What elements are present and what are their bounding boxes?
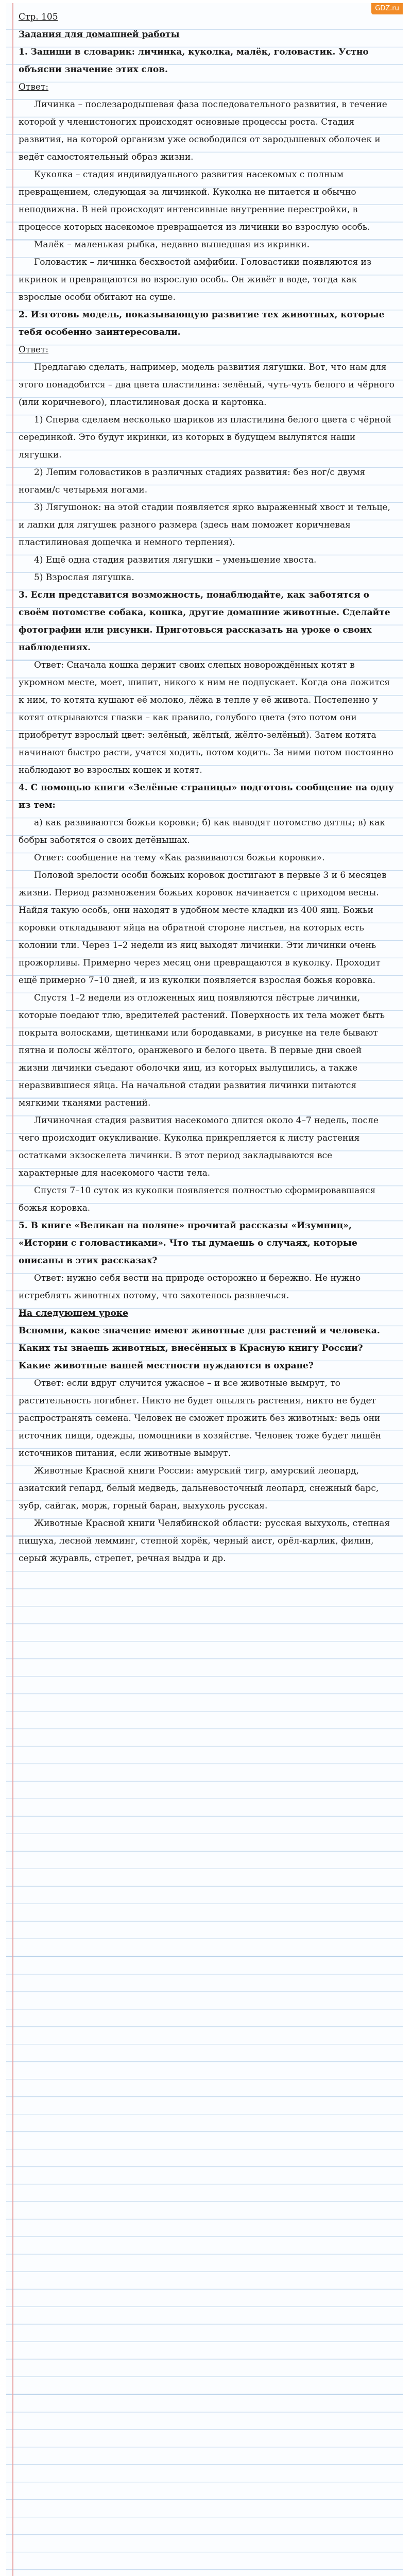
answer-paragraph: Предлагаю сделать, например, модель развития лягушки. Вот, что нам для этого понадобится – два цвета пластилина: зелёный, чуть-чуть белого и чёрного (или коричневого), пластилиновая доска и картонка. <box>19 362 398 408</box>
answer-paragraph: Животные Красной книги Челябинской области: русская выхухоль, степная пищуха, лесной лемминг, степной хорёк, черный аист, орёл-карлик, филин, серый журавль, стрепет, речная выдра и др. <box>19 1518 393 1564</box>
task-heading: 5. В книге «Великан на поляне» прочитай рассказы «Изумниц», «Истории с головастиками». Что ты думаешь о случаях, которые описаны в этих рассказах? <box>19 1221 360 1266</box>
notebook-page <box>6 3 403 2576</box>
answer-paragraph: Куколка – стадия индивидуального развития насекомых с полным превращением, следующая за личинкой. Куколка не питается и обычно неподвижна. В ней происходят интенсивные внутренние перестройки, в процессе которых насекомое превращается из личинки во взрослую особь. <box>19 170 370 232</box>
answer-paragraph: Малёк – маленькая рыбка, недавно вышедшая из икринки. <box>34 240 310 250</box>
task-heading: 4. С помощью книги «Зелёные страницы» подготовь сообщение на одну из тем: <box>19 783 397 810</box>
answer-paragraph: 5) Взрослая лягушка. <box>34 572 134 583</box>
answer-paragraph: Ответ: если вдруг случится ужасное – и все животные вымрут, то растительность погибнет. Никто не будет опылять растения, никто не будет распространять семена. Человек не сможет прожить без животных: ведь они источник пищи, одежды, помощники в хозяйстве. Человек тоже будет лишён источников питания, если животные вымрут. <box>19 1378 384 1459</box>
answer-paragraph: 4) Ещё одна стадия развития лягушки – уменьшение хвоста. <box>34 555 317 565</box>
task-heading: Задания для домашней работы <box>19 29 180 40</box>
answer-paragraph: Головастик – личинка бесхвостой амфибии. Головастики появляются из икринок и превращаются во взрослую особь. Он живёт в воде, тогда как взрослые особи обитают на суше. <box>19 257 374 302</box>
answer-paragraph: Ответ: <box>19 345 49 355</box>
answer-paragraph: Животные Красной книги России: амурский тигр, амурский леопард, азиатский гепард, белый медведь, дальневосточный леопард, снежный барс, зубр, сайгак, морж, горный баран, выхухоль русская. <box>19 1466 382 1511</box>
task-heading: На следующем уроке <box>19 1308 128 1318</box>
answer-paragraph: Спустя 1–2 недели из отложенных яиц появляются пёстрые личинки, которые поедают тлю, вредителей растений. Поверхность их тела может быть покрыта волосками, щетинками или бородавками, в рисунке на теле бывают пятна и полосы жёлтого, оранжевого и белого цвета. В первые дни своей жизни личинки съедают оболочки яиц, из которых вылупились, а также неразвившиеся яйца. На начальной стадии развития личинки питаются мягкими тканями растений. <box>19 993 388 1108</box>
answer-paragraph: 2) Лепим головастиков в различных стадиях развития: без ног/с двумя ногами/с четырьмя ногами. <box>19 467 368 495</box>
task-heading: Вспомни, какое значение имеют животные для растений и человека. Каких ты знаешь животных, внесённых в Красную книгу России? Какие животные вашей местности нуждаются в охране? <box>19 1326 383 1371</box>
answer-paragraph: Личинка – послезародышевая фаза последовательного развития, в течение которой у членистоногих происходят основные процессы роста. Стадия развития, на которой организм уже освободился от зародышевых оболочек и ведёт самостоятельный образ жизни. <box>19 99 390 162</box>
task-heading: 3. Если представится возможность, понаблюдайте, как заботятся о своём потомстве собака, кошка, другие домашние животные. Сделайте фотографии или рисунки. Приготовься рассказать на уроке о своих наблюдениях. <box>19 590 393 653</box>
answer-paragraph: Ответ: нужно себя вести на природе осторожно и бережно. Не нужно истреблять животных потому, что захотелось развлечься. <box>19 1273 364 1301</box>
answer-paragraph: Половой зрелости особи божьих коровок достигают в первые 3 и 6 месяцев жизни. Период размножения божьих коровок начинается с приходом весны. Найдя такую особь, они находят в удобном месте кладки из 400 яиц. Божьи коровки откладывают яйца на обратной стороне листьев, на которых есть колонии тли. Через 1–2 недели из яиц выходят личинки. Эти личинки очень прожорливы. Примерно через месяц они превращаются в куколку. Проходит ещё примерно 7–10 дней, и из куколки появляется взрослая божья коровка. <box>19 870 390 986</box>
answer-paragraph: 1) Сперва сделаем несколько шариков из пластилина белого цвета с чёрной серединкой. Это будут икринки, из которых в будущем вылупятся наши лягушки. <box>19 415 394 460</box>
answer-paragraph: Ответ: Сначала кошка держит своих слепых новорождённых котят в укромном месте, моет, шипит, никого к ним не подпускает. Когда она ложится к ним, то котята кушают её молоко, лёжа в тепле у её живота. Постепенно у котят открываются глазки – как правило, голубого цвета (это потом они приобретут взрослый цвет: зелёный, жёлтый, жёлто-зелёный). Затем котята начинают быстро расти, учатся ходить, потом ходить. За ними потом постоянно наблюдают во взрослых кошек и котят. <box>19 660 397 775</box>
answer-paragraph: Ответ: сообщение на тему «Как развиваются божьи коровки». <box>34 853 325 863</box>
task-heading: 1. Запиши в словарик: личинка, куколка, малёк, головастик. Устно объясни значение этих слов. <box>19 47 372 75</box>
task-heading: 2. Изготовь модель, показывающую развитие тех животных, которые тебя особенно заинтересовали. <box>19 310 388 337</box>
answer-paragraph: Личиночная стадия развития насекомого длится около 4–7 недель, после чего происходит окукливание. Куколка прикрепляется к листу растения остатками экзоскелета личинки. В этот период закладываются все характерные для насекомого части тела. <box>19 1115 382 1178</box>
answer-paragraph: 3) Лягушонок: на этой стадии появляется ярко выраженный хвост и тельце, и лапки для лягушек разного размера (здесь нам поможет коричневая пластилиновая дощечка и немного терпения). <box>19 502 393 548</box>
site-watermark[interactable]: GDZ.ru <box>371 3 403 14</box>
answer-paragraph: Спустя 7–10 суток из куколки появляется полностью сформировавшаяся божья коровка. <box>19 1185 379 1213</box>
notebook-margin-line <box>12 3 13 2576</box>
answer-paragraph: а) как развиваются божьи коровки; б) как выводят потомство дятлы; в) как бобры заботятся о своих детёнышах. <box>19 818 388 845</box>
answer-paragraph: Стр. 105 <box>19 12 58 22</box>
answer-paragraph: Ответ: <box>19 82 49 92</box>
